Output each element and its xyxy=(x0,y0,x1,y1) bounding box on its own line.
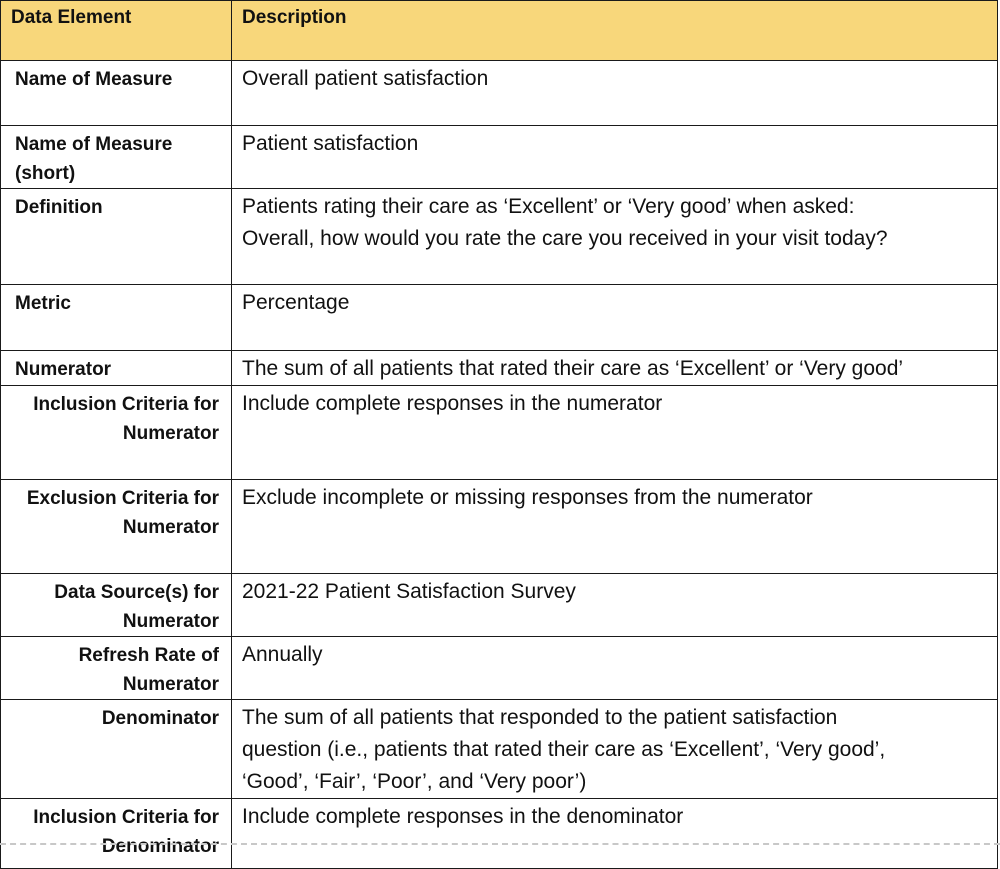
row-label xyxy=(1,189,232,285)
table-row xyxy=(1,480,998,574)
row-label xyxy=(1,480,232,574)
desc-line: Patient satisfaction xyxy=(242,132,419,155)
table-row xyxy=(1,351,998,386)
label-line: Numerator xyxy=(15,359,112,380)
table-row xyxy=(1,799,998,869)
row-label xyxy=(1,285,232,351)
row-description xyxy=(232,637,998,700)
table-row xyxy=(1,700,998,799)
label-line: Denominator xyxy=(101,708,219,729)
row-label xyxy=(1,126,232,189)
label-line: Definition xyxy=(15,197,103,218)
table-row xyxy=(1,189,998,285)
label-line: Name of Measure xyxy=(15,134,173,155)
label-line: Numerator xyxy=(122,611,219,632)
table-header-row xyxy=(1,1,998,61)
desc-line: Percentage xyxy=(242,291,350,314)
row-description xyxy=(232,61,998,126)
row-description xyxy=(232,480,998,574)
desc-line: Exclude incomplete or missing responses from the numerator xyxy=(242,486,813,509)
label-line: Refresh Rate of xyxy=(78,645,219,666)
table-row xyxy=(1,285,998,351)
desc-line: question (i.e., patients that rated their care as ‘Excellent’, ‘Very good’, xyxy=(242,738,886,761)
desc-line: The sum of all patients that responded to the patient satisfaction xyxy=(242,706,838,729)
label-line: Numerator xyxy=(122,517,219,538)
row-label xyxy=(1,574,232,637)
header-description: Description xyxy=(232,1,998,61)
table-row xyxy=(1,126,998,189)
table-row xyxy=(1,637,998,700)
label-line: Denominator xyxy=(101,836,219,857)
row-label xyxy=(1,61,232,126)
row-label xyxy=(1,351,232,386)
table-row xyxy=(1,574,998,637)
desc-line: The sum of all patients that rated their care as ‘Excellent’ or ‘Very good’ xyxy=(242,357,904,380)
label-line: Numerator xyxy=(122,423,219,444)
row-label xyxy=(1,386,232,480)
row-description xyxy=(232,386,998,480)
row-label xyxy=(1,700,232,799)
row-label xyxy=(1,637,232,700)
label-line: (short) xyxy=(15,163,76,184)
row-description xyxy=(232,700,998,799)
row-description xyxy=(232,574,998,637)
label-line: Data Source(s) for xyxy=(54,582,219,603)
row-description xyxy=(232,189,998,285)
desc-line: Include complete responses in the numerator xyxy=(242,392,663,415)
desc-line: 2021-22 Patient Satisfaction Survey xyxy=(242,580,576,603)
row-description xyxy=(232,285,998,351)
desc-line: Include complete responses in the denominator xyxy=(242,805,684,828)
header-data-element: Data Element xyxy=(1,1,232,61)
desc-line: Annually xyxy=(242,643,323,666)
table-row xyxy=(1,386,998,480)
desc-line: ‘Good’, ‘Fair’, ‘Poor’, and ‘Very poor’) xyxy=(242,770,587,793)
label-line: Exclusion Criteria for xyxy=(26,488,219,509)
desc-line: Overall, how would you rate the care you received in your visit today? xyxy=(242,227,888,250)
row-description xyxy=(232,126,998,189)
label-line: Metric xyxy=(15,293,71,314)
table-row xyxy=(1,61,998,126)
row-label xyxy=(1,799,232,869)
label-line: Inclusion Criteria for xyxy=(33,807,219,828)
row-description xyxy=(232,799,998,869)
label-line: Name of Measure xyxy=(15,69,173,90)
label-line: Inclusion Criteria for xyxy=(33,394,219,415)
label-line: Numerator xyxy=(122,674,219,695)
desc-line: Overall patient satisfaction xyxy=(242,67,489,90)
desc-line: Patients rating their care as ‘Excellent’ or ‘Very good’ when asked: xyxy=(242,195,855,218)
row-description xyxy=(232,351,998,386)
